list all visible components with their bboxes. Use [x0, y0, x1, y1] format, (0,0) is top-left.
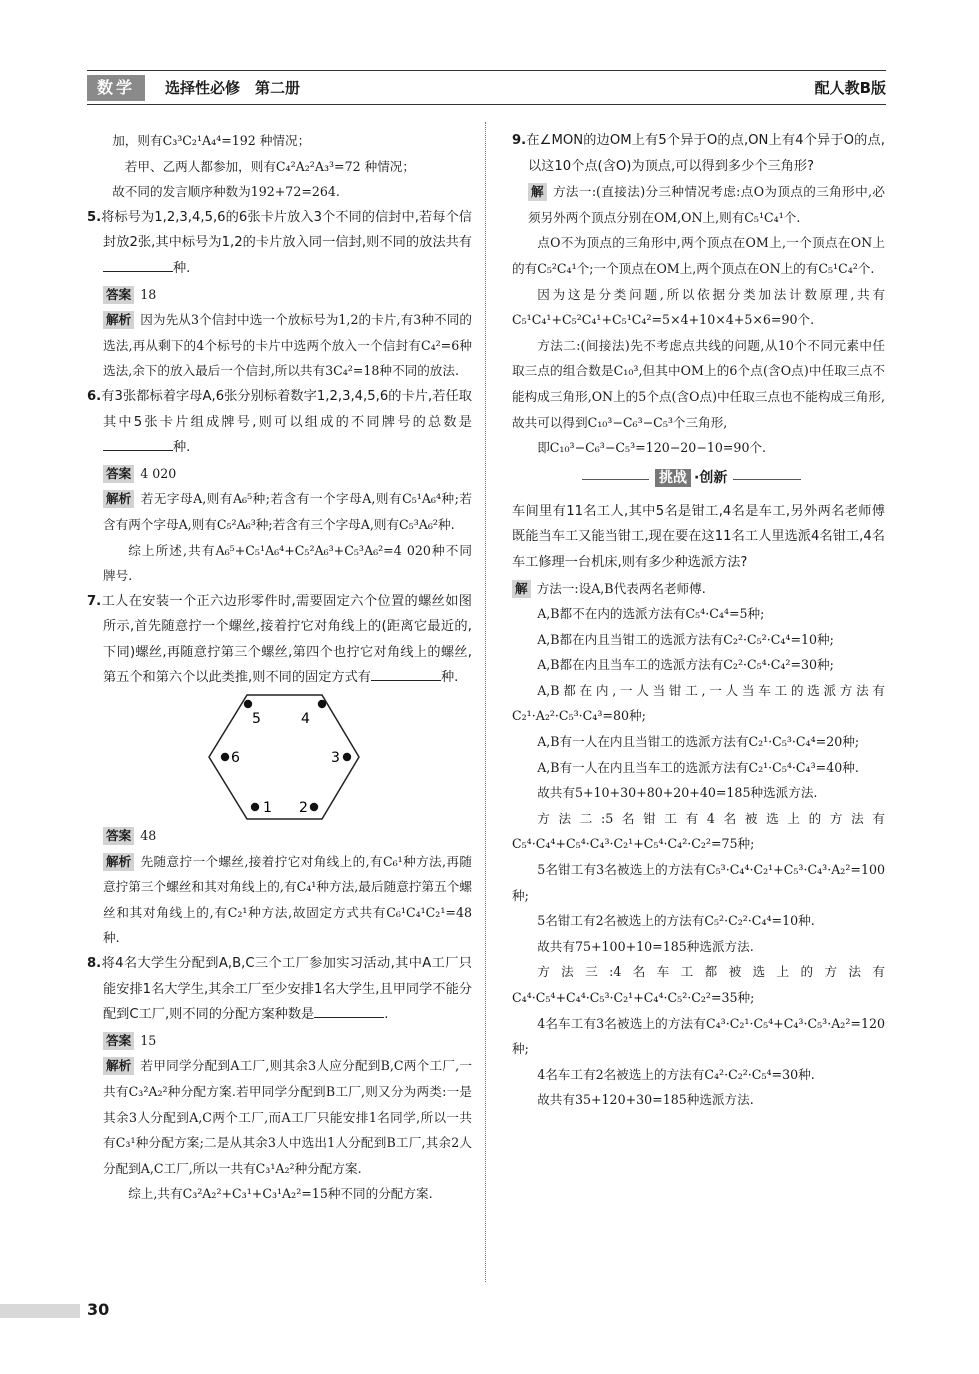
- answer-value: 18: [140, 286, 157, 302]
- solution-text: 故共有35+120+30=185种选派方法.: [537, 1092, 754, 1108]
- answer-row: [87, 282, 472, 308]
- question-number: 6.: [87, 388, 102, 404]
- solution-text: 方法一:(直接法)分三种情况考虑:点O为顶点的三角形中,必须另外两个顶点分别在OM,ON上,则有C₅¹C₄¹个.: [528, 184, 885, 225]
- solution: [87, 849, 472, 951]
- solution-text: A,B都在内,一人当钳工,一人当车工的选派方法有C₂¹·A₂²·C₅³·C₄³=80种;: [512, 682, 885, 724]
- question-number: 9.: [512, 133, 527, 148]
- bolt-label-5: 5: [252, 711, 261, 728]
- challenge-title: ·创新: [694, 469, 728, 486]
- solution-text: 即C₁₀³−C₆³−C₅³=120−20−10=90个.: [537, 440, 767, 456]
- solution-text: 方法三:4名车工都被选上的方法有C₄⁴·C₅⁴+C₄⁴·C₅³·C₂¹+C₄⁴·C₅²·C₂²=35种;: [512, 964, 885, 1005]
- question-text: 将标号为1,2,3,4,5,6的6张卡片放入3个不同的信封中,若每个信封放2张,其中标号为1,2的卡片放入同一信封,则不同的放法共有: [101, 209, 472, 251]
- solution-tag: 解析: [103, 1057, 134, 1075]
- answer-row: [87, 461, 472, 487]
- question-5: [87, 205, 472, 282]
- bolt-label-2: 2: [299, 800, 308, 817]
- answer-tag: 答案: [103, 286, 134, 304]
- bolt-dot: [221, 753, 229, 761]
- answer-blank: [103, 436, 173, 451]
- book-title: 选择性必修 第二册: [165, 79, 301, 97]
- question-text: 有3张都标着字母A,6张分别标着数字1,2,3,4,5,6的卡片,若任取其中5张卡片组成牌号,则可以组成的不同牌号的总数是: [101, 388, 472, 430]
- hexagon-diagram: [87, 691, 472, 823]
- hexagon-figure: [87, 691, 472, 823]
- text-line: 加，则有C₃³C₂¹A₄⁴=192 种情况；: [112, 133, 311, 148]
- question-number: 5.: [87, 209, 102, 225]
- solution-text: 方法二:(间接法)先不考虑点共线的问题,从10个不同元素中任取三点的组合数是C₁₀³,但其中OM上的6个点(含O点)中任取三点不能构成三角形,ON上的5个点(含O点)中任取三点也不能构成三角形,故共可以得到C₁₀³−C₆³−C₅³个三角形,: [512, 337, 885, 430]
- answer-value: 4 020: [140, 465, 177, 481]
- solution-text: 故共有75+100+10=185种选派方法.: [537, 938, 754, 954]
- solution-text: 因为先从3个信封中选一个放标号为1,2的卡片,有3种不同的选法,再从剩下的4个标号的卡片中选两个放入一个信封有C₄²=6种选法,余下的放入最后一个信封,所以共有3C₄²=18种不同的放法.: [103, 312, 472, 379]
- answer-blank: [371, 666, 441, 681]
- solution-text: A,B有一人在内且当钳工的选派方法有C₂¹·C₅³·C₄⁴=20种;: [537, 734, 860, 750]
- question-number: 8.: [87, 956, 102, 972]
- subject-label: 数学: [87, 75, 145, 101]
- solution-tag: 解析: [103, 490, 134, 508]
- solution: [87, 1053, 472, 1181]
- solution-text: 4名车工有2名被选上的方法有C₄²·C₂²·C₅⁴=30种.: [537, 1066, 815, 1082]
- answer-row: [87, 823, 472, 849]
- question-number: 7.: [87, 593, 102, 609]
- question-text-end: 种.: [173, 440, 191, 456]
- solution: [512, 179, 885, 230]
- answer-blank: [103, 257, 173, 272]
- solution-text: A,B都在内且当钳工的选派方法有C₂²·C₅²·C₄⁴=10种;: [537, 631, 834, 647]
- question-text: 工人在安装一个正六边形零件时,需要固定六个位置的螺丝如图所示,首先随意拧一个螺丝,接着拧它对角线上的(距离它最近的,下同)螺丝,再随意拧第三个螺丝,第四个也拧它对角线上的螺丝,第五个和第六个以此类推,则不同的固定方式有: [101, 593, 472, 686]
- solution-text: 故共有5+10+30+80+20+40=185种选派方法.: [537, 785, 818, 801]
- bolt-label-3: 3: [331, 750, 340, 767]
- solution: [87, 486, 472, 537]
- heading-box: [649, 467, 733, 489]
- question-8: [87, 951, 472, 1028]
- question-text: 在∠MON的边OM上有5个异于O的点,ON上有4个异于O的点,以这10个点(含O)为顶点,可以得到多少个三角形?: [526, 133, 885, 174]
- bolt-dot: [318, 700, 326, 708]
- bolt-label-6: 6: [231, 750, 240, 767]
- bolt-label-1: 1: [263, 800, 272, 817]
- answer-tag: 答案: [103, 465, 134, 483]
- bolt-dot: [251, 803, 259, 811]
- bolt-dot: [310, 803, 318, 811]
- page-number: 30: [87, 1300, 110, 1319]
- question-6: [87, 384, 472, 461]
- header-bottom-rule: [87, 104, 886, 105]
- page-header: [87, 75, 886, 101]
- solution-text: 综上所述,共有A₆⁵+C₅¹A₆⁴+C₅²A₆³+C₅³A₆²=4 020种不同牌号.: [103, 542, 472, 584]
- answer-value: 48: [140, 828, 157, 844]
- solution-text: A,B都不在内的选派方法有C₅⁴·C₄⁴=5种;: [537, 606, 765, 622]
- question-text-end: 种.: [173, 260, 191, 276]
- question-text-end: 种.: [440, 670, 459, 686]
- edition-label: 配人教B版: [814, 79, 886, 97]
- question-text-end: .: [384, 1007, 389, 1023]
- question-text: 将4名大学生分配到A,B,C三个工厂参加实习活动,其中A工厂只能安排1名大学生,其余工厂至少安排1名大学生,且甲同学不能分配到C工厂,则不同的分配方案种数是: [101, 956, 472, 1023]
- solution-text: 5名钳工有2名被选上的方法有C₅²·C₂²·C₄⁴=10种.: [537, 913, 815, 929]
- solution-tag: 解析: [103, 853, 134, 871]
- solution-text: A,B都在内且当车工的选派方法有C₂²·C₅⁴·C₄²=30种;: [537, 657, 834, 673]
- page-number-bar: [0, 1304, 80, 1318]
- solution-text: 5名钳工有3名被选上的方法有C₅³·C₄⁴·C₂¹+C₅³·C₄³·A₂²=100种;: [512, 862, 885, 903]
- answer-tag: 答案: [103, 1032, 134, 1050]
- bolt-dot: [244, 700, 252, 708]
- right-column: [512, 128, 885, 1113]
- solution-text: 若无字母A,则有A₆⁵种;若含有一个字母A,则有C₅¹A₆⁴种;若含有两个字母A,则有C₅²A₆³种;若含有三个字母A,则有C₅³A₆²种.: [103, 491, 472, 532]
- header-top-rule: [87, 70, 886, 71]
- solution-text: 方法一:设A,B代表两名老师傅.: [536, 580, 706, 596]
- left-column: [87, 128, 472, 1207]
- solution-text: 若甲同学分配到A工厂,则其余3人应分配到B,C两个工厂,一共有C₃²A₂²种分配方案.若甲同学分配到B工厂,则又分为两类:一是其余3人分配到A,C两个工厂,而A工厂只能安排1名同学,所以一共有C₃¹种分配方案;二是从其余3人中选出1人分配到B工厂,其余2人分配到A,C工厂,所以一共有C₃¹A₂²种分配方案.: [103, 1058, 472, 1176]
- bolt-label-4: 4: [301, 711, 310, 728]
- solution-text: 先随意拧一个螺丝,接着拧它对角线上的,有C₆¹种方法,再随意拧第三个螺丝和其对角线上的,有C₄¹种方法,最后随意拧第五个螺丝和其对角线上的,有C₂¹种方法,故固定方式共有C₆¹C₄¹C₂¹=48种.: [103, 853, 472, 946]
- column-divider: [485, 122, 486, 1282]
- challenge-problem: 车间里有11名工人,其中5名是钳工,4名是车工,另外两名老师傅既能当车工又能当钳工,现在要在这11名工人里选派4名钳工,4名车工修理一台机床,则有多少种选派方法?: [512, 503, 885, 570]
- challenge-tag: 挑战: [655, 469, 691, 487]
- answer-blank: [314, 1003, 384, 1018]
- bolt-dot: [343, 753, 351, 761]
- question-9: [512, 128, 885, 179]
- solution: [87, 307, 472, 384]
- solution-text: 综上,共有C₃²A₂²+C₃¹+C₃¹A₂²=15种不同的分配方案.: [128, 1186, 433, 1202]
- text-line: 故不同的发言顺序种数为192+72=264.: [112, 184, 340, 200]
- solution-text: 方法二:5名钳工有4名被选上的方法有C₅⁴·C₄⁴+C₅⁴·C₄³·C₂¹+C₅⁴·C₄²·C₂²=75种;: [512, 810, 885, 852]
- solution-tag: 解: [512, 580, 531, 598]
- solution: [512, 576, 885, 602]
- answer-row: [87, 1028, 472, 1054]
- challenge-heading: [512, 463, 885, 495]
- solution-text: 4名车工有3名被选上的方法有C₄³·C₂¹·C₅⁴+C₄³·C₅³·A₂²=120种;: [512, 1015, 885, 1057]
- answer-tag: 答案: [103, 827, 134, 845]
- solution-tag: 解: [528, 183, 547, 201]
- solution-text: 点O不为顶点的三角形中,两个顶点在OM上,一个顶点在ON上的有C₅²C₄¹个;一个顶点在OM上,两个顶点在ON上的有C₅¹C₄²个.: [512, 235, 885, 276]
- text-line: 若甲、乙两人都参加，则有C₄²A₂²A₃³=72 种情况；: [124, 158, 415, 174]
- question-7: [87, 589, 472, 691]
- solution-tag: 解析: [103, 311, 134, 329]
- solution-text: A,B有一人在内且当车工的选派方法有C₂¹·C₅⁴·C₄³=40种.: [537, 759, 859, 775]
- answer-value: 15: [140, 1032, 157, 1048]
- solution-text: 因为这是分类问题,所以依据分类加法计数原理,共有C₅¹C₄¹+C₅²C₄¹+C₅¹C₄²=5×4+10×4+5×6=90个.: [512, 286, 885, 328]
